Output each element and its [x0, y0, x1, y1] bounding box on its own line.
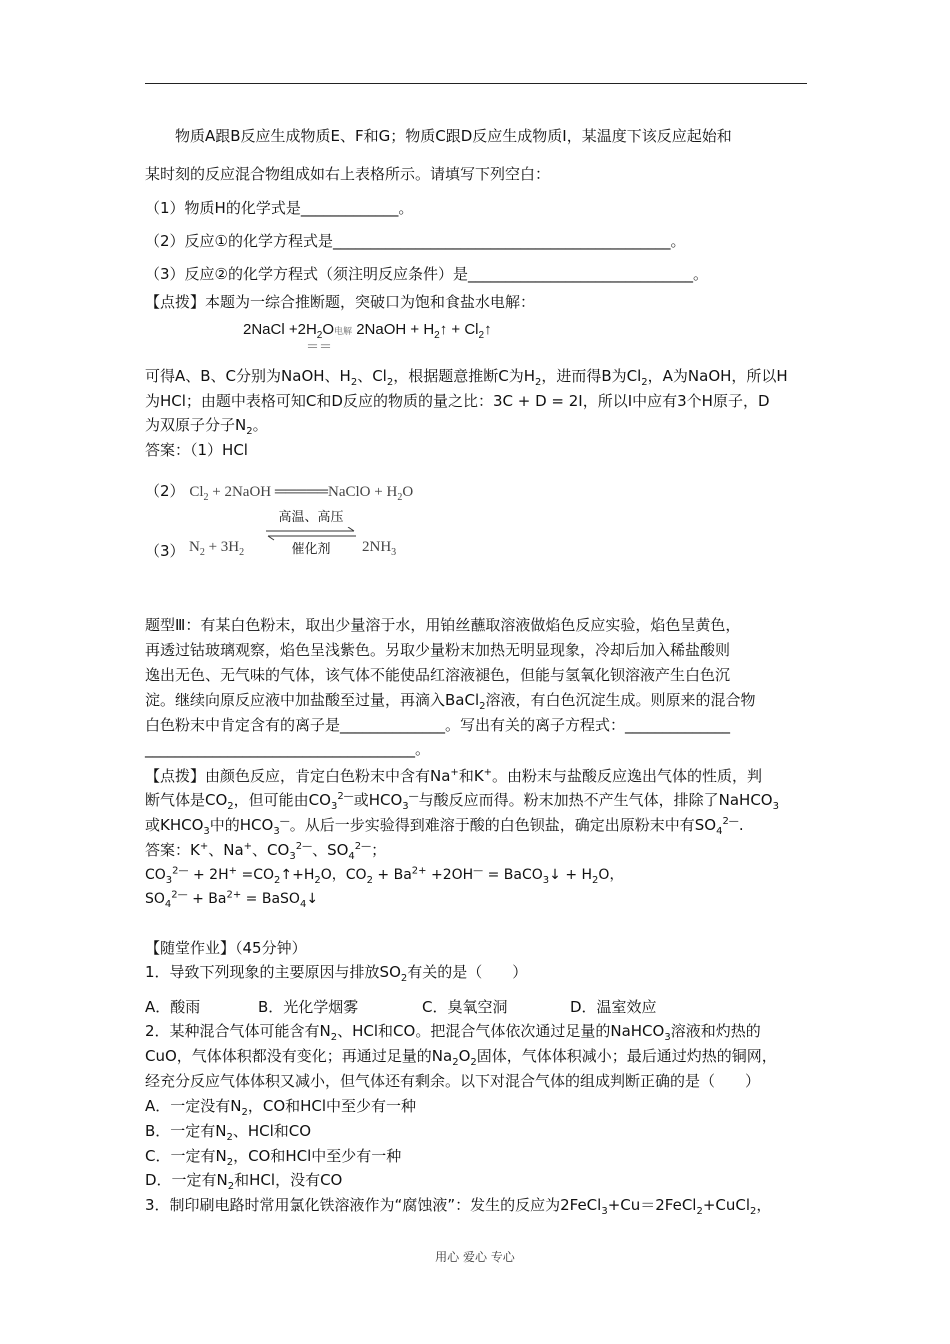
- text: 或HCO: [353, 791, 403, 809]
- sup: +: [243, 841, 253, 852]
- text: O，CO: [320, 867, 367, 883]
- eq-text: ↑: [484, 321, 492, 338]
- sub: 2: [239, 547, 245, 558]
- text: D．一定有N: [145, 1171, 228, 1189]
- sub: 2: [350, 377, 358, 388]
- hw-question-1: [145, 962, 527, 982]
- sup: +: [228, 865, 238, 877]
- sub: 2: [400, 973, 408, 984]
- hw-question-3: [145, 1195, 771, 1215]
- question-3: （3）反应②的化学方程式（须注明反应条件）是______________________________。: [145, 265, 708, 283]
- hint-line: [145, 766, 762, 786]
- problem-line: 再透过钴玻璃观察，焰色呈浅紫色。另取少量粉末加热无明显现象，冷却后加入稀盐酸则: [145, 641, 731, 659]
- text: +Cu＝2FeCl: [607, 1196, 697, 1214]
- hw-q2-option-d: [145, 1170, 342, 1190]
- ion-equation-1: [145, 865, 623, 885]
- text: 断气体是CO: [145, 791, 228, 809]
- text: +CuCl: [702, 1196, 751, 1214]
- text: = BaSO: [241, 891, 300, 907]
- text: 3．制印刷电路时常用氯化铁溶液作为“腐蚀液”：发生的反应为2FeCl: [145, 1196, 602, 1214]
- hw-q1-option-d: D．温室效应: [570, 998, 657, 1016]
- sub: 2: [470, 1057, 477, 1068]
- sub: 3: [402, 801, 409, 812]
- sub: 2: [397, 492, 403, 503]
- sub: 2: [366, 874, 373, 886]
- text: ↑+H: [280, 867, 315, 883]
- eq-text: 2NH: [362, 539, 392, 555]
- sub: 3: [330, 801, 338, 812]
- equilibrium-arrow-icon: [264, 527, 358, 541]
- text: 溶液，有白色沉淀生成。则原来的混合物: [485, 691, 756, 709]
- text: 、Cl: [357, 367, 387, 385]
- hw-q2-option-b: [145, 1121, 311, 1141]
- eq-sub: 2: [316, 330, 323, 341]
- arrow-condition-top: 高温、高压: [278, 510, 344, 525]
- sub: 3: [664, 1032, 671, 1043]
- question-1: （1）物质H的化学式是_____________。: [145, 199, 414, 217]
- sub: 2: [479, 701, 486, 712]
- arrow-condition-bottom: 催化剂: [291, 542, 331, 557]
- problem-line: [145, 690, 756, 710]
- sub: 3: [289, 851, 296, 862]
- text: ；: [371, 841, 387, 859]
- text: 与酸反应而得。粉末加热不产生气体，排除了NaHCO: [418, 791, 773, 809]
- problem-line: 题型Ⅲ：有某白色粉末，取出少量溶于水，用铂丝蘸取溶液做焰色反应实验，焰色呈黄色，: [145, 616, 741, 634]
- sup: 2+: [226, 889, 242, 901]
- hw-q1-option-c: C．臭氧空洞: [422, 998, 508, 1016]
- hw-q1-option-a: A．酸雨: [145, 998, 201, 1016]
- eq-text: Cl: [189, 484, 204, 500]
- sub: 2: [386, 377, 394, 388]
- sub: 2: [226, 1132, 233, 1143]
- answer-line: [145, 840, 386, 860]
- text: ，但可能由CO: [233, 791, 331, 809]
- eq-sub: 2: [478, 330, 485, 341]
- sub: 2: [314, 874, 321, 886]
- ion-equation-2: [145, 889, 318, 909]
- sub: 4: [299, 898, 307, 910]
- sub: 4: [716, 826, 723, 837]
- text: 、SO: [312, 841, 349, 859]
- text: .: [738, 816, 744, 834]
- header-rule: [145, 83, 807, 84]
- sub: 2: [330, 1032, 338, 1043]
- text: CuO，气体体积都没有变化；再通过足量的Na: [145, 1047, 453, 1065]
- text: 有关的是（ ）: [407, 963, 528, 981]
- hw-q2-option-c: [145, 1146, 401, 1166]
- hint-line: [145, 815, 744, 835]
- eq-text: N: [189, 539, 200, 555]
- hint-line: [145, 790, 779, 810]
- text: CO: [145, 867, 166, 883]
- sub: 3: [165, 874, 173, 886]
- text: 或KHCO: [145, 816, 204, 834]
- text: ↓: [306, 891, 319, 907]
- text: C．一定有N: [145, 1147, 227, 1165]
- sup: 2—: [171, 889, 188, 901]
- text: 和K: [458, 767, 484, 785]
- sub: 3: [542, 874, 550, 886]
- hw-question-2: [145, 1046, 777, 1066]
- sub: 2: [534, 377, 542, 388]
- text: ，CO和HCl中至少有一种: [247, 1097, 417, 1115]
- text: 和HCl，没有CO: [234, 1171, 343, 1189]
- sub: 3: [772, 801, 779, 812]
- text: O: [458, 1047, 471, 1065]
- sub: 2: [452, 1057, 459, 1068]
- hw-question-2: 经充分反应气体体积又减小，但气体还有剩余。以下对混合气体的组成判断正确的是（ ）: [145, 1072, 761, 1090]
- hint-line: 为HCl；由题中表格可知C和D反应的物质的量之比：3C + D = 2I，所以I中应有3个H原子，D: [145, 392, 770, 410]
- text: ，CO和HCl中至少有一种: [233, 1147, 402, 1165]
- sub: 2: [203, 492, 209, 503]
- eq-sub: 2: [434, 330, 440, 341]
- text: 。从后一步实验得到难溶于酸的白色钡盐，确定出原粉末中有SO: [289, 816, 717, 834]
- text: O，: [598, 867, 624, 883]
- problem-line: 逸出无色、无气味的气体，该气体不能使品红溶液褪色，但能与氢氧化钡溶液产生白色沉: [145, 666, 731, 684]
- eq-text: 2NaCl +2H: [243, 321, 317, 338]
- sub: 3: [273, 826, 280, 837]
- sup: +: [483, 767, 493, 778]
- text: + Ba: [187, 891, 227, 907]
- text: 、HCl和CO: [232, 1122, 312, 1140]
- answer-3-label: （3）: [145, 542, 185, 560]
- sub: 2: [274, 874, 281, 886]
- hint-intro: 【点拨】本题为一综合推断题，突破口为饱和食盐水电解：: [145, 293, 536, 311]
- label: （2）: [145, 482, 185, 500]
- hw-q1-option-b: B．光化学烟雾: [258, 998, 359, 1016]
- eq-text: + 3H: [204, 539, 240, 555]
- text: 、Na: [208, 841, 244, 859]
- text: 固体，气体体积减小；最后通过灼热的铜网，: [476, 1047, 777, 1065]
- answer-2-equation: [189, 484, 414, 503]
- sub: 3: [601, 1206, 608, 1217]
- sub: 3: [203, 826, 210, 837]
- answer-3-right: [362, 537, 396, 557]
- sup: 2—: [337, 791, 354, 802]
- text: 。由粉末与盐酸反应逸出气体的性质，判: [492, 767, 763, 785]
- hw-question-2: [145, 1021, 761, 1041]
- answer-2: [145, 481, 413, 502]
- text: ，进而得B为Cl: [541, 367, 642, 385]
- paragraph-line: 某时刻的反应混合物组成如右上表格所示。请填写下列空白：: [145, 165, 551, 183]
- paragraph-line: 物质A跟B反应生成物质E、F和G；物质C跟D反应生成物质I，某温度下该反应起始和: [175, 127, 732, 145]
- text: 【点拨】由颜色反应，肯定白色粉末中含有Na: [145, 767, 451, 785]
- page-footer: 用心 爱心 专心: [435, 1250, 515, 1264]
- problem-line: 白色粉末中肯定含有的离子是______________。写出有关的离子方程式：______________: [145, 716, 731, 734]
- sub: 2: [199, 547, 205, 558]
- hint-line: [145, 366, 788, 386]
- eq-text: 2NaOH + H: [356, 321, 435, 338]
- sub: 3: [391, 547, 397, 558]
- sub: 2: [641, 377, 648, 388]
- text: = BaCO: [483, 867, 543, 883]
- sub: 4: [164, 898, 172, 910]
- sup: +: [199, 841, 209, 852]
- text: 、HCl和CO。把混合气体依次通过足量的NaHCO: [337, 1022, 665, 1040]
- text: =CO: [237, 867, 274, 883]
- text: +2OH: [426, 867, 474, 883]
- sup: —: [279, 816, 290, 827]
- text: + 2H: [188, 867, 229, 883]
- electrolysis-equation: [243, 320, 492, 341]
- eq-text: O: [402, 484, 414, 500]
- eq-equals: ＝＝: [306, 340, 333, 355]
- sub: 2: [241, 1107, 248, 1118]
- hw-q2-option-a: [145, 1096, 416, 1116]
- reversible-arrow: [264, 510, 358, 560]
- sub: 2: [227, 801, 234, 812]
- text: 答案：K: [145, 841, 200, 859]
- eq-condition: 电解: [334, 326, 353, 336]
- text: 中的HCO: [209, 816, 274, 834]
- eq-text: ↑ + Cl: [439, 321, 479, 338]
- sub: 2: [750, 1206, 757, 1217]
- answer-3-left: [189, 537, 244, 557]
- text: 可得A、B、C分别为NaOH、H: [145, 367, 351, 385]
- sub: 2: [696, 1206, 703, 1217]
- hint-line: [145, 415, 268, 435]
- sub: 2: [592, 874, 599, 886]
- text: ，根据题意推断C为H: [393, 367, 535, 385]
- sup: 2—: [722, 816, 739, 827]
- text: 1．导致下列现象的主要原因与排放SO: [145, 963, 401, 981]
- text: A．一定没有N: [145, 1097, 242, 1115]
- text: 2．某种混合气体可能含有N: [145, 1022, 331, 1040]
- sup: +: [450, 767, 459, 778]
- text: SO: [145, 891, 165, 907]
- sub: 2: [227, 1181, 235, 1192]
- text: ，: [756, 1196, 772, 1214]
- text: ↓ + H: [549, 867, 593, 883]
- text: 。: [252, 416, 268, 434]
- text: B．一定有N: [145, 1122, 227, 1140]
- homework-title: 【随堂作业】（45分钟）: [145, 939, 307, 957]
- sup: —: [408, 791, 419, 802]
- problem-line: ____________________________________。: [145, 740, 431, 758]
- sup: 2—: [295, 841, 313, 852]
- text: + Ba: [372, 867, 412, 883]
- text: 淀。继续向原反应液中加盐酸至过量，再滴入BaCl: [145, 691, 480, 709]
- text: 、CO: [252, 841, 290, 859]
- sup: 2—: [172, 865, 189, 877]
- text: 为双原子分子N: [145, 416, 247, 434]
- sup: —: [473, 865, 484, 877]
- sup: 2—: [354, 841, 372, 852]
- sub: 2: [246, 426, 253, 437]
- sub: 4: [348, 851, 355, 862]
- eq-text: O: [322, 321, 335, 338]
- sub: 2: [226, 1157, 234, 1168]
- text: ，A为NaOH，所以H: [647, 367, 788, 385]
- answer-1: 答案：（1）HCl: [145, 441, 248, 459]
- question-2: （2）反应①的化学方程式是_____________________________________________。: [145, 232, 686, 250]
- sup: 2+: [411, 865, 427, 877]
- eq-text: + 2NaOH ═════NaClO + H: [208, 484, 398, 500]
- text: 溶液和灼热的: [670, 1022, 761, 1040]
